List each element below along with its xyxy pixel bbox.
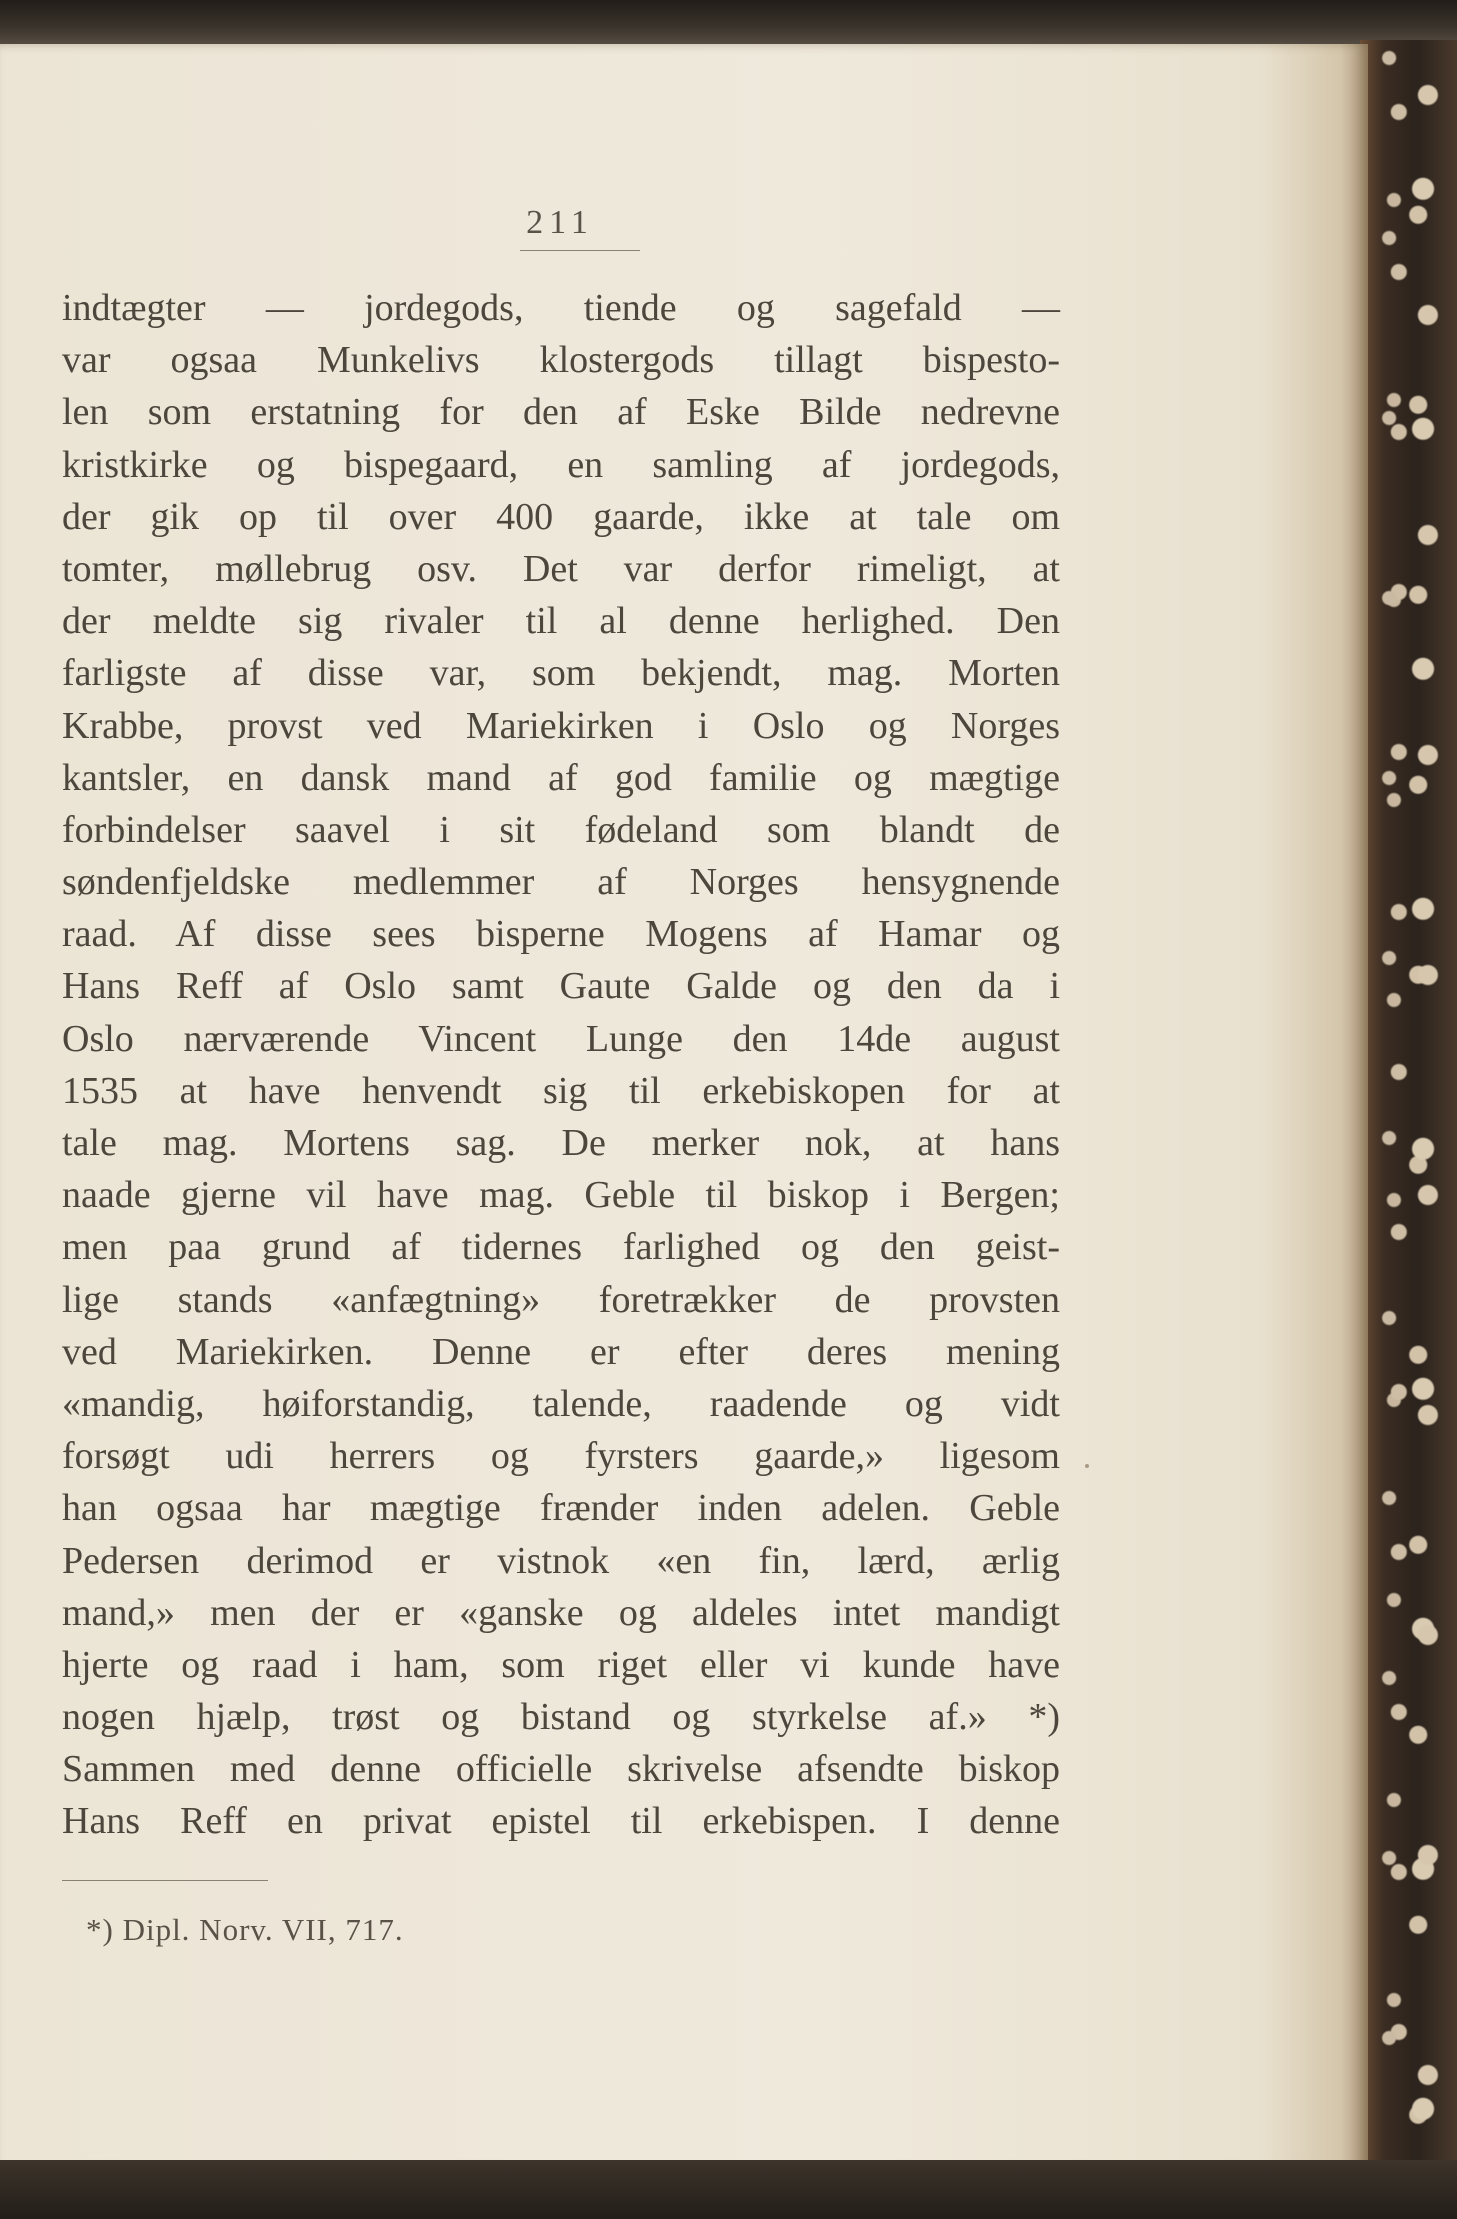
text-line: Krabbe, provst ved Mariekirken i Oslo og Norges: [62, 704, 1060, 747]
text-line: len som erstatning for den af Eske Bilde nedrevne: [62, 391, 1060, 434]
text-line: Hans Reff af Oslo samt Gaute Galde og den da i: [62, 965, 1060, 1008]
text-line: kantsler, en dansk mand af god familie og mægtige: [62, 756, 1060, 799]
page-number: 211: [526, 204, 594, 241]
text-line: nogen hjælp, trøst og bistand og styrkelse af.» *): [62, 1696, 1060, 1739]
text-line: lige stands «anfægtning» foretrækker de provsten: [62, 1278, 1060, 1321]
text-line: Oslo nærværende Vincent Lunge den 14de august: [62, 1017, 1060, 1060]
page-number-rule: [520, 250, 640, 251]
text-line: farligste af disse var, som bekjendt, mag. Morten: [62, 652, 1060, 695]
text-line: forbindelser saavel i sit fødeland som blandt de: [62, 808, 1060, 851]
text-line: men paa grund af tidernes farlighed og den geist-: [62, 1226, 1060, 1269]
text-line: tale mag. Mortens sag. De merker nok, at hans: [62, 1122, 1060, 1164]
text-line: mand,» men der er «ganske og aldeles intet mandigt: [62, 1591, 1060, 1634]
body-text: [62, 282, 1060, 1848]
text-line: var ogsaa Munkelivs klostergods tillagt bispesto-: [62, 339, 1060, 382]
text-line: 1535 at have henvendt sig til erkebiskopen for at: [62, 1069, 1060, 1112]
text-line: der meldte sig rivaler til al denne herlighed. Den: [62, 600, 1060, 643]
text-line: Sammen med denne officielle skrivelse afsendte biskop: [62, 1748, 1060, 1791]
book-page: [0, 44, 1368, 2170]
text-line: han ogsaa har mægtige frænder inden adelen. Geble: [62, 1487, 1060, 1530]
book-top-edge: [0, 0, 1457, 48]
footnote: *) Dipl. Norv. VII, 717.: [86, 1912, 404, 1947]
text-line: indtægter — jordegods, tiende og sagefald —: [62, 287, 1060, 329]
text-line: kristkirke og bispegaard, en samling af jordegods,: [62, 443, 1060, 486]
marbled-cover-edge: [1360, 40, 1457, 2170]
text-line: raad. Af disse sees bisperne Mogens af Hamar og: [62, 913, 1060, 956]
text-line: der gik op til over 400 gaarde, ikke at tale om: [62, 495, 1060, 538]
text-line: søndenfjeldske medlemmer af Norges hensygnende: [62, 861, 1060, 904]
paper-speck: [1085, 1464, 1089, 1468]
footnote-rule: [62, 1880, 268, 1881]
text-line: ved Mariekirken. Denne er efter deres mening: [62, 1330, 1060, 1373]
text-line: Pedersen derimod er vistnok «en fin, lærd, ærlig: [62, 1539, 1060, 1582]
text-line: forsøgt udi herrers og fyrsters gaarde,» ligesom: [62, 1435, 1060, 1478]
book-bottom-edge: [0, 2160, 1457, 2219]
text-line: hjerte og raad i ham, som riget eller vi kunde have: [62, 1643, 1060, 1686]
text-line: Hans Reff en privat epistel til erkebispen. I denne: [62, 1800, 1060, 1843]
text-line: «mandig, høiforstandig, talende, raadende og vidt: [62, 1382, 1060, 1425]
text-line: tomter, møllebrug osv. Det var derfor rimeligt, at: [62, 547, 1060, 590]
text-line: naade gjerne vil have mag. Geble til biskop i Bergen;: [62, 1174, 1060, 1217]
